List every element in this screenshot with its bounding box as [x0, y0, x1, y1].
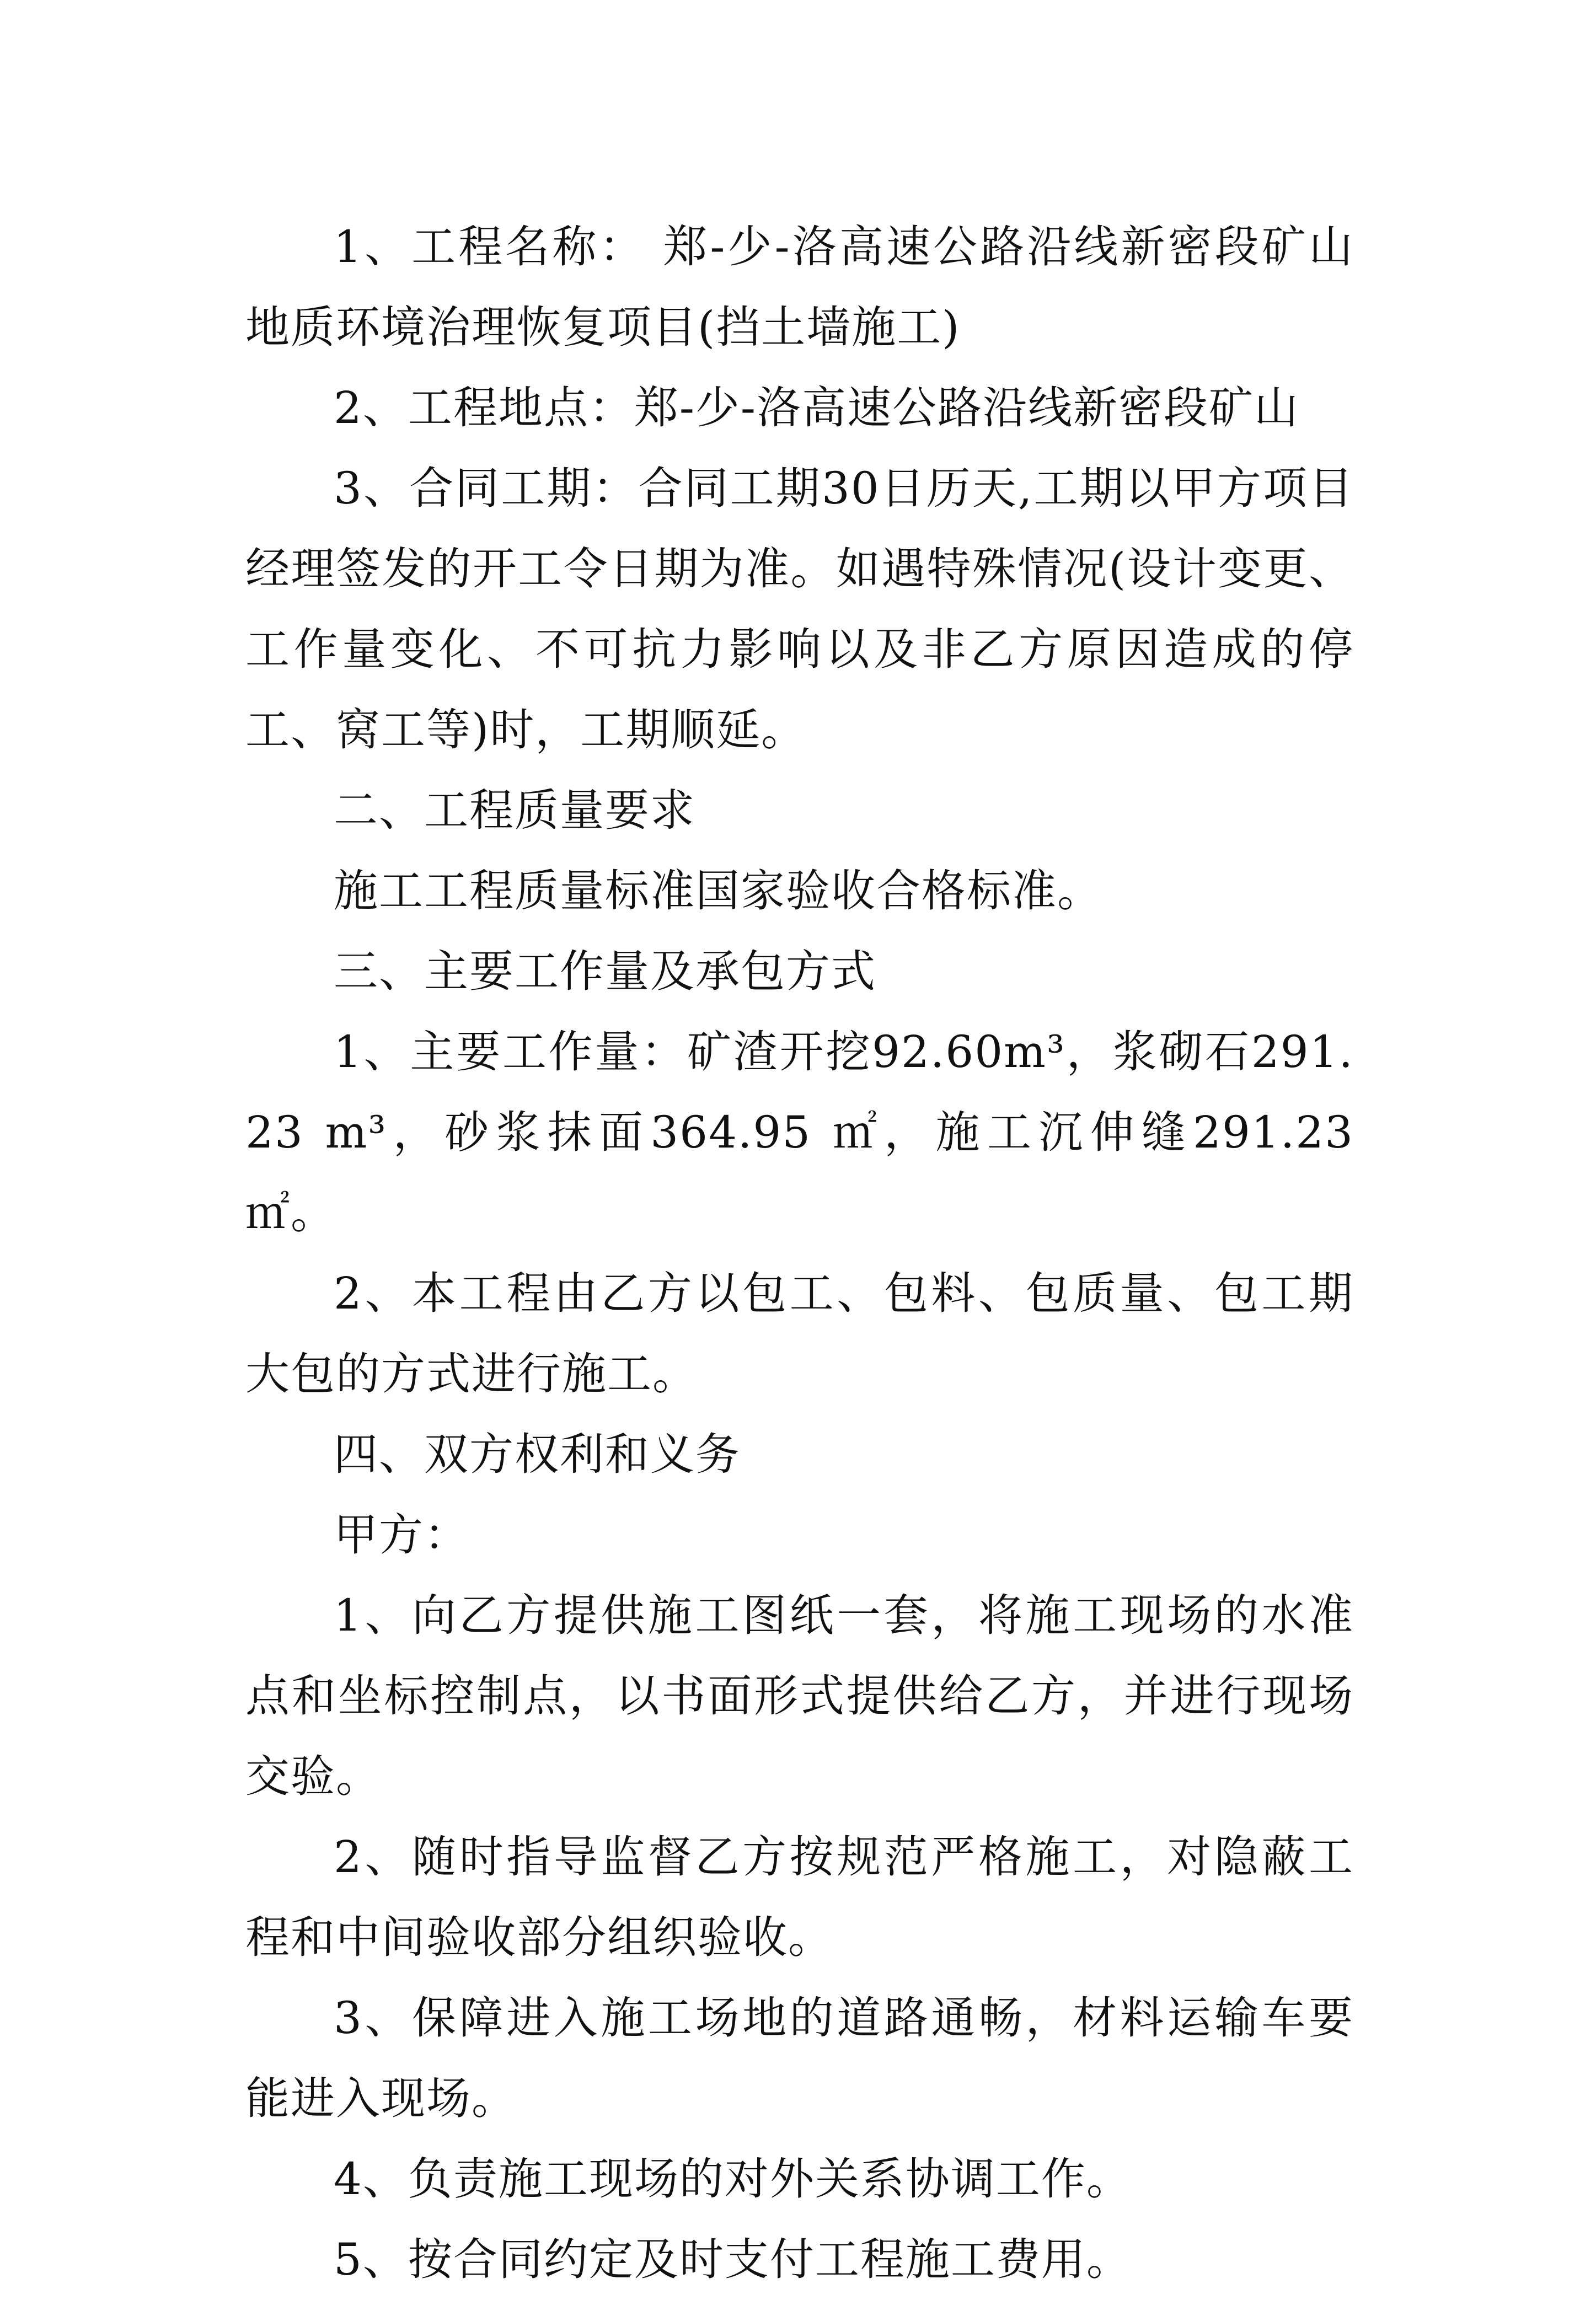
- section-heading-rights-obligations: 四、双方权利和义务: [334, 1429, 741, 1480]
- section-heading-workload: 三、主要工作量及承包方式: [334, 946, 876, 997]
- document-body: [245, 207, 1354, 2300]
- paragraph-project-name: 1、工程名称： 郑-少-洛高速公路沿线新密段矿山地质环境治理恢复项目(挡土墙施工): [245, 221, 1354, 353]
- paragraph-project-location: 2、工程地点：郑-少-洛高速公路沿线新密段矿山: [334, 382, 1299, 433]
- party-a-item-3: 3、保障进入施工场地的道路通畅，材料运输车要能进入现场。: [245, 1992, 1354, 2124]
- party-a-item-2: 2、随时指导监督乙方按规范严格施工，对隐蔽工程和中间验收部分组织验收。: [245, 1831, 1354, 1963]
- paragraph-contract-method: 2、本工程由乙方以包工、包料、包质量、包工期大包的方式进行施工。: [245, 1268, 1354, 1400]
- paragraph-main-workload: 1、主要工作量：矿渣开挖92.60m³，浆砌石291.23 m³，砂浆抹面364.95 ㎡，施工沉伸缝291.23 ㎡。: [245, 1026, 1354, 1239]
- party-a-item-1: 1、向乙方提供施工图纸一套，将施工现场的水准点和坐标控制点，以书面形式提供给乙方，并进行现场交验。: [245, 1590, 1354, 1802]
- party-a-item-4: 4、负责施工现场的对外关系协调工作。: [334, 2153, 1132, 2205]
- paragraph-contract-period: 3、合同工期：合同工期30日历天,工期以甲方项目经理签发的开工令日期为准。如遇特殊情况(设计变更、工作量变化、不可抗力影响以及非乙方原因造成的停工、窝工等)时，工期顺延。: [245, 463, 1354, 755]
- section-heading-quality: 二、工程质量要求: [334, 785, 695, 836]
- party-a-label: 甲方：: [334, 1509, 469, 1561]
- party-a-item-5: 5、按合同约定及时支付工程施工费用。: [334, 2234, 1132, 2285]
- paragraph-quality-standard: 施工工程质量标准国家验收合格标准。: [334, 865, 1102, 916]
